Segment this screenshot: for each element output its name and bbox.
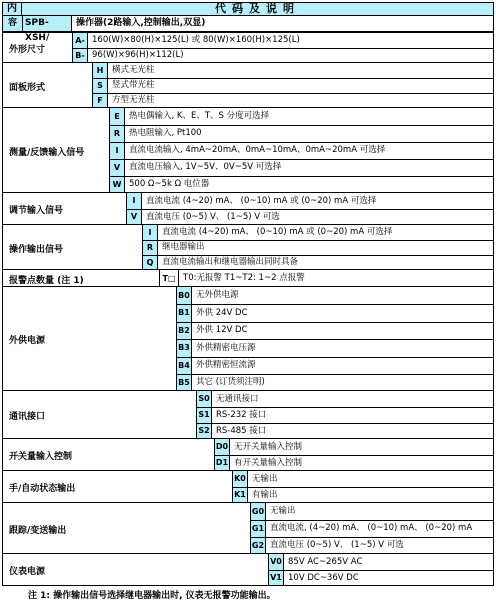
option-code: D0 <box>215 439 229 455</box>
section-label: 手/自动状态输出 <box>9 484 76 494</box>
section-input <box>2 107 494 192</box>
section-label: 通讯接口 <box>9 412 46 422</box>
option-desc: 直流电流 (4~20) mA、 (0~10) mA 或 (0~20) mA 可选择 <box>146 196 377 206</box>
section-label: 面板形式 <box>9 82 46 93</box>
section-label: 测量/反馈输入信号 <box>9 147 85 158</box>
option-desc: T0:无报警 T1~T2: 1~2 点报警 <box>183 273 305 283</box>
option-code: I <box>127 193 141 209</box>
option-desc: 外供 24V DC <box>196 308 248 318</box>
option-code: V0 <box>269 554 283 570</box>
spec-table <box>2 2 494 583</box>
section-regulate <box>2 192 494 224</box>
option-desc: 直流电流输入, 4mA~20mA、0mA~10mA、0mA~20mA 可选择 <box>129 145 386 155</box>
model-desc: 操作器(2路输入,控制输出,双显) <box>72 16 494 32</box>
option-desc: 无输出 <box>270 506 296 516</box>
section-label: 操作输出信号 <box>9 244 64 255</box>
option-desc: RS-485 接口 <box>216 426 267 436</box>
row-divider <box>110 159 493 160</box>
option-desc: 直流电压 (0~5) V、 (1~5) V 可选 <box>270 540 404 550</box>
row-divider <box>251 537 493 538</box>
row-divider <box>177 304 493 305</box>
table-bottom-border <box>2 585 494 586</box>
row-divider <box>177 374 493 375</box>
row-divider <box>143 240 493 241</box>
option-desc: 直流电流输出和继电器输出同时具备 <box>162 257 299 267</box>
section-output <box>2 224 494 269</box>
footnote: 注 1: 操作输出信号选择继电器输出时, 仪表无报警功能输出。 <box>28 591 276 601</box>
option-desc: 直流电流 (4~20) mA、 (0~10) mA 或 (0~20) mA 可选择 <box>162 227 393 237</box>
option-desc: 横式无光柱 <box>112 65 155 75</box>
option-code: F <box>93 93 107 108</box>
option-desc: 有开关量输入控制 <box>234 458 303 468</box>
section-alarm <box>2 269 494 286</box>
option-code: G0 <box>251 503 265 520</box>
option-desc: RS-232 接口 <box>216 410 267 420</box>
option-desc: 热电偶输入, K、E、T、S 分度可选择 <box>129 111 270 121</box>
option-code: B0 <box>177 287 191 304</box>
option-code: I <box>143 225 157 240</box>
option-desc: 继电器输出 <box>162 242 205 252</box>
row-divider <box>110 125 493 126</box>
option-desc: 无输出 <box>252 474 278 484</box>
option-desc: 直流电压输入, 1V~5V、0V~5V 可选择 <box>129 162 282 172</box>
option-code: B1 <box>177 304 191 322</box>
option-desc: 直流电流, (4~20) mA、 (0~10) mA、 (0~20) mA <box>270 523 473 533</box>
section-label: 跟踪/变送输出 <box>9 525 67 536</box>
option-code: B2 <box>177 322 191 339</box>
option-desc: 方型无光柱 <box>112 95 155 105</box>
option-desc: 外供 12V DC <box>196 325 248 335</box>
row-divider <box>177 357 493 358</box>
option-desc: 96(W)×96(H)×112(L) <box>92 50 184 60</box>
row-divider <box>177 339 493 340</box>
option-code: B4 <box>177 357 191 374</box>
row-divider <box>177 322 493 323</box>
option-code: V <box>110 159 124 176</box>
option-code: H <box>93 63 107 78</box>
option-desc: 有输出 <box>252 490 278 500</box>
section-supply <box>2 553 494 585</box>
option-code: K0 <box>233 471 247 487</box>
option-code: B- <box>73 48 87 63</box>
option-desc: 外供精密恒流源 <box>196 360 256 370</box>
option-code: Q <box>143 255 157 270</box>
header-left-bottom: 容 <box>2 16 22 32</box>
option-code: B3 <box>177 339 191 357</box>
option-code: R <box>110 125 124 142</box>
option-code: W <box>110 176 124 193</box>
option-code: T□ <box>160 270 178 287</box>
section-panel <box>2 62 494 107</box>
option-code: E <box>110 108 124 125</box>
option-code: D1 <box>215 455 229 471</box>
option-desc: 500 Ω~5k Ω 电位器 <box>129 179 210 189</box>
option-code: B5 <box>177 374 191 391</box>
option-desc: 无外供电源 <box>196 290 239 300</box>
section-label: 仪表电源 <box>9 567 46 577</box>
option-desc: 直流电压 (0~5) V、 (1~5) V 可选 <box>146 212 280 222</box>
option-code: G1 <box>251 520 265 537</box>
section-manual <box>2 470 494 502</box>
row-divider <box>73 48 493 49</box>
model-code: SPB-XSH/ <box>22 16 72 32</box>
section-label: 外形尺寸 <box>9 45 46 55</box>
row-divider <box>110 142 493 143</box>
option-desc: 10V DC~36V DC <box>288 573 359 583</box>
option-desc: 160(W)×80(H)×125(L) 或 80(W)×160(H)×125(L) <box>92 35 300 45</box>
row-divider <box>143 255 493 256</box>
section-label: 开关量输入控制 <box>9 452 73 462</box>
option-desc: 无通讯接口 <box>216 394 259 404</box>
row-divider <box>251 520 493 521</box>
row-divider <box>269 570 493 571</box>
option-code: V1 <box>269 570 283 586</box>
option-desc: 85V AC~265V AC <box>288 557 363 567</box>
section-power <box>2 286 494 390</box>
option-code: I <box>110 142 124 159</box>
option-desc: 其它 (订货须注明) <box>196 377 265 387</box>
option-desc: 热电阻输入, Pt100 <box>129 128 202 138</box>
row-divider <box>233 487 493 488</box>
option-desc: 竖式带光柱 <box>112 80 155 90</box>
section-size <box>2 32 494 62</box>
section-label: 调节输入信号 <box>9 206 64 216</box>
row-divider <box>197 423 493 424</box>
row-divider <box>110 176 493 177</box>
row-divider <box>127 209 493 210</box>
table-header <box>2 2 494 16</box>
header-title: 代码及说明 <box>22 2 494 16</box>
section-tracking <box>2 502 494 553</box>
option-desc: 无开关量输入控制 <box>234 442 303 452</box>
option-code: S0 <box>197 391 211 407</box>
option-code: K1 <box>233 487 247 503</box>
section-comm <box>2 390 494 438</box>
option-code: S <box>93 78 107 93</box>
section-label: 报警点数量 (注 1) <box>9 275 84 286</box>
row-divider <box>93 78 493 79</box>
section-label: 外供电源 <box>9 336 46 346</box>
option-desc: 外供精密电压源 <box>196 343 256 353</box>
option-code: A- <box>73 33 87 48</box>
option-code: G2 <box>251 537 265 554</box>
option-code: R <box>143 240 157 255</box>
option-code: V <box>127 209 141 225</box>
row-divider <box>215 455 493 456</box>
header-left-top: 内 <box>2 2 22 16</box>
option-code: S2 <box>197 423 211 439</box>
row-divider <box>93 93 493 94</box>
row-divider <box>197 407 493 408</box>
option-code: S1 <box>197 407 211 423</box>
section-switch-input <box>2 438 494 470</box>
